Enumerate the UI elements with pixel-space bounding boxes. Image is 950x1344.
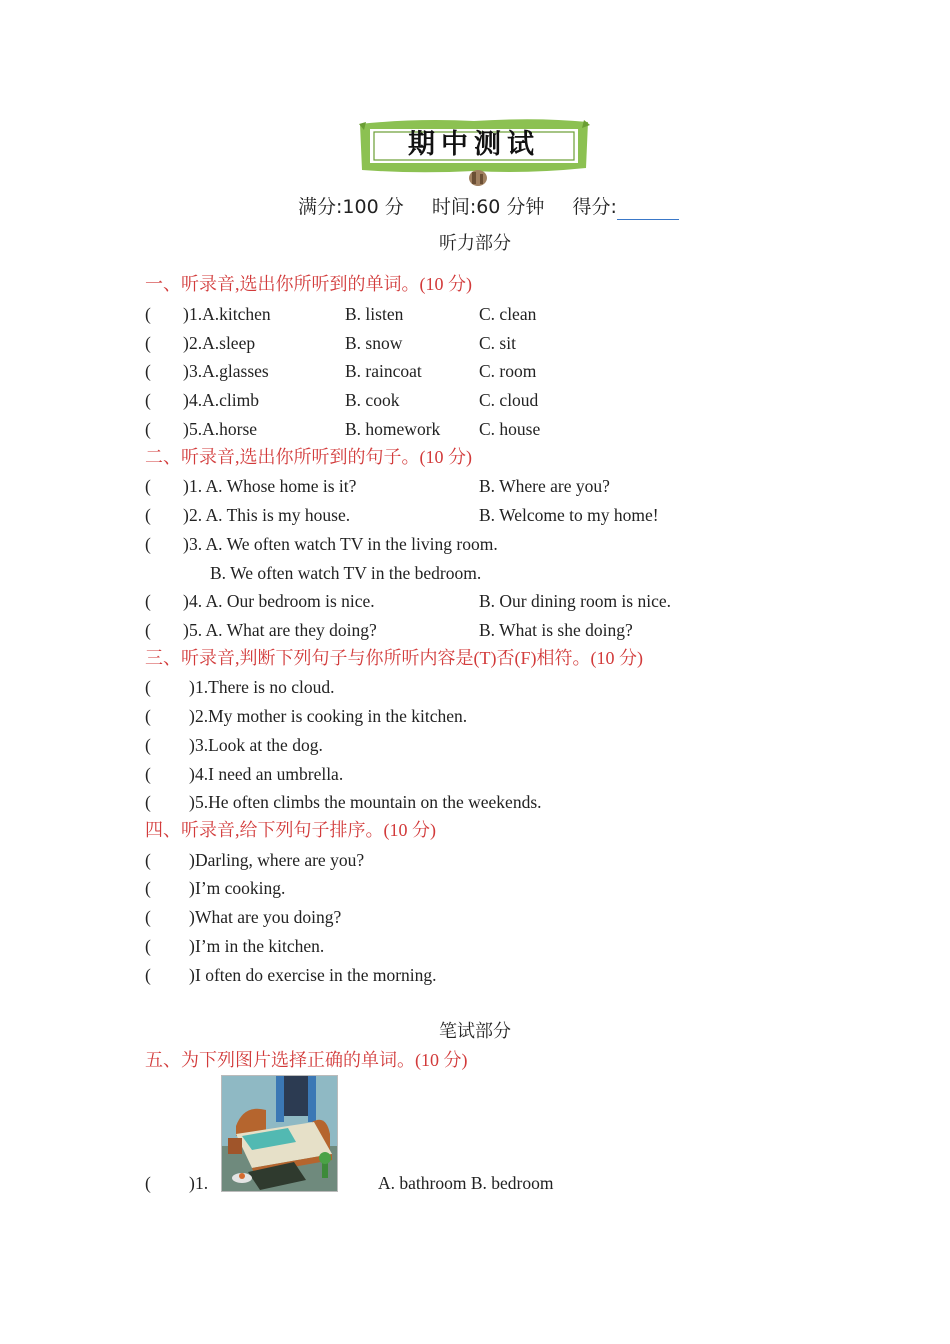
section4-heading: 四、听录音,给下列句子排序。(10 分) bbox=[145, 820, 436, 840]
paren-close: ) bbox=[183, 620, 189, 640]
paren-close: ) bbox=[189, 936, 195, 956]
answer-blank[interactable] bbox=[152, 676, 186, 698]
question-number: 1. bbox=[195, 1173, 209, 1193]
answer-blank[interactable] bbox=[152, 475, 186, 497]
paren-open: ( bbox=[145, 792, 151, 812]
bedroom-illustration bbox=[222, 1076, 337, 1191]
answer-blank[interactable] bbox=[152, 964, 186, 986]
option-b: B. homework bbox=[345, 419, 441, 439]
paren-open: ( bbox=[145, 735, 151, 755]
answer-blank[interactable] bbox=[152, 935, 186, 957]
option-b: B. raincoat bbox=[345, 361, 422, 381]
paren-open: ( bbox=[145, 419, 151, 439]
paren-open: ( bbox=[145, 1173, 151, 1193]
paren-open: ( bbox=[145, 620, 151, 640]
option-b: B. Our dining room is nice. bbox=[479, 591, 671, 611]
statement-text: 5.He often climbs the mountain on the weekends. bbox=[195, 792, 542, 812]
option-c: C. room bbox=[479, 361, 537, 381]
answer-blank[interactable] bbox=[152, 734, 186, 756]
paren-open: ( bbox=[145, 706, 151, 726]
sentence-text: What are you doing? bbox=[195, 907, 342, 927]
answer-blank[interactable] bbox=[152, 504, 186, 526]
paren-close: ) bbox=[183, 361, 189, 381]
answer-blank[interactable] bbox=[152, 389, 186, 411]
time-limit: 时间:60 分钟 bbox=[431, 196, 545, 218]
statement-text: 4.I need an umbrella. bbox=[195, 764, 344, 784]
paren-close: ) bbox=[189, 792, 195, 812]
option-c: C. cloud bbox=[479, 390, 539, 410]
option-b: B. What is she doing? bbox=[479, 620, 633, 640]
paren-close: ) bbox=[189, 764, 195, 784]
paren-close: ) bbox=[189, 1173, 195, 1193]
option-c: C. clean bbox=[479, 304, 537, 324]
question-text: 1. A. Whose home is it? bbox=[189, 476, 357, 496]
section5-heading: 五、为下列图片选择正确的单词。(10 分) bbox=[145, 1050, 468, 1070]
statement-text: 1.There is no cloud. bbox=[195, 677, 335, 697]
answer-blank[interactable] bbox=[152, 533, 186, 555]
paren-open: ( bbox=[145, 936, 151, 956]
answer-blank[interactable] bbox=[152, 332, 186, 354]
paren-open: ( bbox=[145, 591, 151, 611]
title-banner bbox=[356, 116, 592, 188]
paren-close: ) bbox=[189, 706, 195, 726]
answer-blank[interactable] bbox=[152, 849, 186, 871]
option-c: C. sit bbox=[479, 333, 516, 353]
sentence-text: I’m in the kitchen. bbox=[195, 936, 325, 956]
paren-close: ) bbox=[189, 677, 195, 697]
answer-blank[interactable] bbox=[152, 303, 186, 325]
answer-blank[interactable] bbox=[152, 906, 186, 928]
answer-blank[interactable] bbox=[152, 418, 186, 440]
option-a: 5.A.horse bbox=[189, 419, 258, 439]
question-text: 3. A. We often watch TV in the living room. bbox=[189, 534, 498, 554]
paren-close: ) bbox=[189, 878, 195, 898]
section3-heading: 三、听录音,判断下列句子与你所听内容是(T)否(F)相符。(10 分) bbox=[145, 648, 643, 668]
paren-open: ( bbox=[145, 878, 151, 898]
title-text: 期中测试 bbox=[408, 129, 540, 160]
paren-close: ) bbox=[189, 965, 195, 985]
option-a: 2.A.sleep bbox=[189, 333, 256, 353]
option-c: C. house bbox=[479, 419, 541, 439]
question-text: 5. A. What are they doing? bbox=[189, 620, 377, 640]
question-text: 2. A. This is my house. bbox=[189, 505, 351, 525]
answer-blank[interactable] bbox=[152, 877, 186, 899]
paren-open: ( bbox=[145, 390, 151, 410]
option-b: B. Welcome to my home! bbox=[479, 505, 659, 525]
paren-open: ( bbox=[145, 907, 151, 927]
answer-blank[interactable] bbox=[152, 590, 186, 612]
sentence-text: I often do exercise in the morning. bbox=[195, 965, 437, 985]
section2-heading: 二、听录音,选出你所听到的句子。(10 分) bbox=[145, 447, 472, 467]
paren-close: ) bbox=[189, 735, 195, 755]
option-b: B. Where are you? bbox=[479, 476, 610, 496]
paren-open: ( bbox=[145, 304, 151, 324]
option-b: B. listen bbox=[345, 304, 404, 324]
listening-heading: 听力部分 bbox=[439, 233, 511, 254]
paren-open: ( bbox=[145, 361, 151, 381]
question-options: A. bathroom B. bedroom bbox=[378, 1173, 554, 1193]
writing-heading: 笔试部分 bbox=[439, 1021, 511, 1042]
question-text: 4. A. Our bedroom is nice. bbox=[189, 591, 375, 611]
paren-open: ( bbox=[145, 333, 151, 353]
option-b: B. We often watch TV in the bedroom. bbox=[210, 563, 482, 583]
paren-close: ) bbox=[183, 333, 189, 353]
paren-close: ) bbox=[189, 907, 195, 927]
answer-blank[interactable] bbox=[152, 619, 186, 641]
paren-close: ) bbox=[183, 534, 189, 554]
paren-close: ) bbox=[183, 390, 189, 410]
score-info bbox=[298, 194, 679, 220]
score-label: 得分: bbox=[572, 196, 617, 218]
full-score: 满分:100 分 bbox=[298, 196, 404, 218]
section1-heading: 一、听录音,选出你所听到的单词。(10 分) bbox=[145, 274, 472, 294]
paren-open: ( bbox=[145, 505, 151, 525]
paren-open: ( bbox=[145, 476, 151, 496]
sentence-text: Darling, where are you? bbox=[195, 850, 365, 870]
option-a: 3.A.glasses bbox=[189, 361, 269, 381]
paren-open: ( bbox=[145, 965, 151, 985]
paren-open: ( bbox=[145, 764, 151, 784]
option-b: B. cook bbox=[345, 390, 400, 410]
paren-open: ( bbox=[145, 677, 151, 697]
answer-blank[interactable] bbox=[152, 763, 186, 785]
statement-text: 3.Look at the dog. bbox=[195, 735, 323, 755]
paren-open: ( bbox=[145, 534, 151, 554]
paren-close: ) bbox=[183, 419, 189, 439]
answer-blank[interactable] bbox=[152, 791, 186, 813]
option-a: 4.A.climb bbox=[189, 390, 259, 410]
answer-blank[interactable] bbox=[152, 360, 186, 382]
option-b: B. snow bbox=[345, 333, 403, 353]
paren-close: ) bbox=[183, 476, 189, 496]
answer-blank[interactable] bbox=[152, 1172, 186, 1194]
paren-close: ) bbox=[183, 505, 189, 525]
score-blank[interactable] bbox=[617, 201, 679, 220]
paren-open: ( bbox=[145, 850, 151, 870]
paren-close: ) bbox=[189, 850, 195, 870]
answer-blank[interactable] bbox=[152, 705, 186, 727]
bedroom-picture bbox=[221, 1075, 338, 1192]
sentence-text: I’m cooking. bbox=[195, 878, 286, 898]
paren-close: ) bbox=[183, 304, 189, 324]
option-a: 1.A.kitchen bbox=[189, 304, 271, 324]
statement-text: 2.My mother is cooking in the kitchen. bbox=[195, 706, 468, 726]
paren-close: ) bbox=[183, 591, 189, 611]
